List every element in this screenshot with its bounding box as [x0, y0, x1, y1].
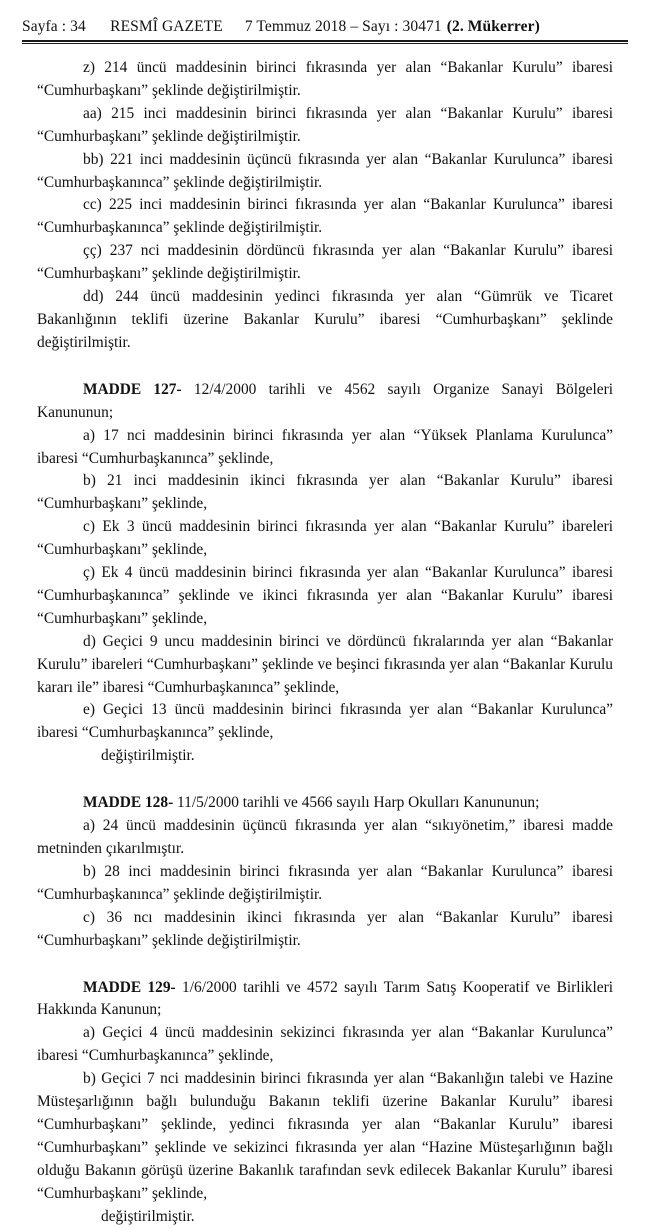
- madde-129-heading: [37, 977, 613, 1023]
- document-body: [37, 57, 613, 1229]
- clause-z: z) 214 üncü maddesinin birinci fıkrasında yer alan “Bakanlar Kurulu” ibaresi “Cumhurbaşkanı” şeklinde değiştirilmiştir.: [37, 59, 613, 99]
- clause-bb: bb) 221 inci maddesinin üçüncü fıkrasında yer alan “Bakanlar Kurulunca” ibaresi “Cumhurbaşkanınca” şeklinde değiştirilmiştir.: [37, 150, 613, 191]
- madde-127-text: 12/4/2000 tarihli ve 4562 sayılı Organize Sanayi Bölgeleri Kanununun;: [37, 380, 614, 421]
- page-header: [22, 18, 628, 40]
- spacer-before-madde-128: [37, 768, 613, 792]
- madde-129-closing: değiştirilmiştir.: [101, 1207, 195, 1225]
- madde-127-clause-c-cedilla: ç) Ek 4 üncü maddesinin birinci fıkrasında yer alan “Bakanlar Kurulunca” ibaresi “Cumhurbaşkanınca” şeklinde ve ikinci fıkrasında yer alan “Bakanlar Kurulu” ibaresi “Cumhurbaşkanı” şeklinde,: [37, 564, 613, 627]
- madde-127-clause-a: a) 17 nci maddesinin birinci fıkrasında yer alan “Yüksek Planlama Kurulunca” ibaresi “Cumhurbaşkanınca” şeklinde,: [37, 426, 613, 467]
- clause-cc-cedilla: çç) 237 nci maddesinin dördüncü fıkrasında yer alan “Bakanlar Kurulu” ibaresi “Cumhurbaşkanı” şeklinde değiştirilmiştir.: [37, 242, 613, 283]
- madde-128-heading: [37, 792, 613, 815]
- header-divider: [22, 40, 628, 45]
- header-rule-bottom: [22, 43, 628, 44]
- madde-127-closing: değiştirilmiştir.: [101, 747, 195, 765]
- madde-128-label: MADDE 128-: [83, 794, 174, 812]
- page-number-label: Sayfa : 34: [22, 18, 86, 35]
- madde-127-clause-c: c) Ek 3 üncü maddesinin birinci fıkrasında yer alan “Bakanlar Kurulu” ibareleri “Cumhurbaşkanı” şeklinde,: [37, 518, 613, 559]
- madde-129-clause-a: a) Geçici 4 üncü maddesinin sekizinci fıkrasında yer alan “Bakanlar Kurulunca” ibaresi “Cumhurbaşkanınca” şeklinde,: [37, 1024, 613, 1065]
- madde-129-text: 1/6/2000 tarihli ve 4572 sayılı Tarım Satış Kooperatif ve Birlikleri Hakkında Kanunun;: [37, 978, 613, 1019]
- madde-127-clause-b: b) 21 inci maddesinin ikinci fıkrasında yer alan “Bakanlar Kurulu” ibaresi “Cumhurbaşkanı” şeklinde,: [37, 472, 613, 513]
- spacer-before-madde-129: [37, 953, 613, 977]
- clause-aa: aa) 215 inci maddesinin birinci fıkrasında yer alan “Bakanlar Kurulu” ibaresi “Cumhurbaşkanı” şeklinde değiştirilmiştir.: [37, 104, 613, 145]
- madde-128-clause-a: a) 24 üncü maddesinin üçüncü fıkrasında yer alan “sıkıyönetim,” ibaresi madde metninden çıkarılmıştır.: [37, 817, 613, 857]
- madde-128-clause-b: b) 28 inci maddesinin birinci fıkrasında yer alan “Bakanlar Kurulunca” ibaresi “Cumhurbaşkanınca” şeklinde değiştirilmiştir.: [37, 862, 613, 903]
- issue-date-number: 7 Temmuz 2018 – Sayı : 30471: [244, 18, 442, 35]
- clause-dd: dd) 244 üncü maddesinin yedinci fıkrasında yer alan “Gümrük ve Ticaret Bakanlığının teklifi üzerine Bakanlar Kurulu” ibaresi “Cumhurbaşkanı” şeklinde değiştirilmiştir.: [37, 288, 613, 351]
- gazette-title: RESMÎ GAZETE: [110, 18, 223, 35]
- madde-127-label: MADDE 127-: [83, 380, 182, 398]
- madde-127-clause-e: e) Geçici 13 üncü maddesinin birinci fıkrasında yer alan “Bakanlar Kurulunca” ibaresi “Cumhurbaşkanınca” şeklinde,: [37, 701, 613, 742]
- madde-129-clause-b: b) Geçici 7 nci maddesinin birinci fıkrasında yer alan “Bakanlığın talebi ve Hazine Müsteşarlığının bağlı bulunduğu Bakanın teklifi üzerine Bakanlar Kurulu” ibaresi “Cumhurbaşkanı” şeklinde, yedinci fıkrasında yer alan “Bakanlar Kurulu” ibaresi “Cumhurbaşkanı” şeklinde ve sekizinci fıkrasında yer alan “Hazine Müsteşarlığının bağlı olduğu Bakanın görüşü üzerine Bakanlık tarafından sevk edilecek Bakanlar Kurulu” ibaresi “Cumhurbaşkanı” şeklinde,: [37, 1070, 613, 1202]
- madde-128-clause-c: c) 36 ncı maddesinin ikinci fıkrasında yer alan “Bakanlar Kurulu” ibaresi “Cumhurbaşkanı” şeklinde değiştirilmiştir.: [37, 908, 613, 949]
- madde-129-label: MADDE 129-: [83, 978, 176, 996]
- spacer-before-madde-127: [37, 355, 613, 379]
- madde-127-clause-d: d) Geçici 9 uncu maddesinin birinci ve dördüncü fıkralarında yer alan “Bakanlar Kurulu” ibareleri “Cumhurbaşkanı” şeklinde ve beşinci fıkrasında yer alan “Bakanlar Kurulu kararı ile” ibaresi “Cumhurbaşkanınca” şeklinde,: [37, 632, 613, 696]
- madde-127-heading: [37, 379, 613, 425]
- header-center-group: [110, 18, 540, 36]
- madde-128-text: 11/5/2000 tarihli ve 4566 sayılı Harp Okulları Kanununun;: [173, 794, 540, 812]
- mukerrer-label: (2. Mükerrer): [446, 18, 540, 35]
- clause-cc: cc) 225 inci maddesinin birinci fıkrasında yer alan “Bakanlar Kurulunca” ibaresi “Cumhurbaşkanınca” şeklinde değiştirilmiştir.: [37, 196, 613, 237]
